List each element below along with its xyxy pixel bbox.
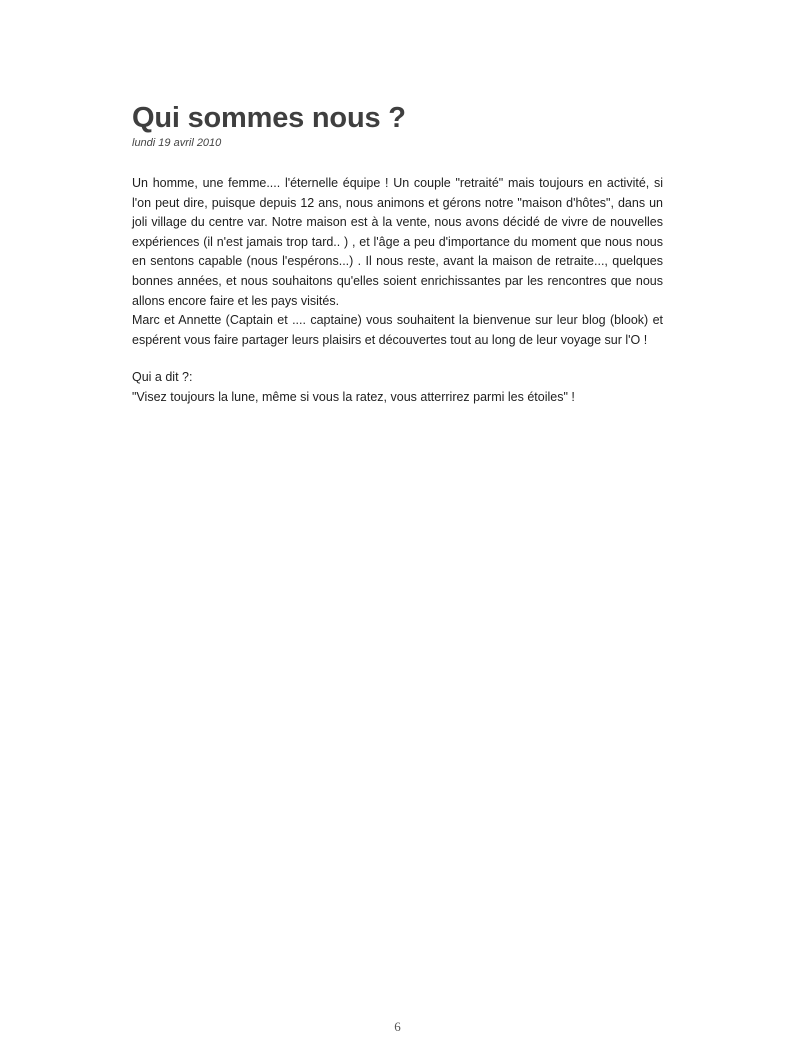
post-body — [132, 174, 663, 408]
paragraph-spacer — [132, 350, 663, 368]
post-content — [132, 100, 663, 408]
quote-intro: Qui a dit ?: — [132, 370, 193, 385]
quote-text: "Visez toujours la lune, même si vous la ratez, vous atterrirez parmi les étoiles" ! — [132, 389, 575, 404]
quote-block — [132, 368, 663, 407]
post-title: Qui sommes nous ? — [132, 102, 406, 134]
paragraph-intro: Un homme, une femme.... l'éternelle équipe ! Un couple "retraité" mais toujours en activité, si l'on peut dire, puisque depuis 12 ans, nous animons et gérons notre "maison d'hôtes", dans un joli village du centre var. Notre maison est à la vente, nous avons décidé de vivre de nouvelles expériences (il n'est jamais trop tard.. ) , et l'âge a peu d'importance du moment que nous nous en sentons capable (nous l'espérons...) . Il nous reste, avant la maison de retraite..., quelques bonnes années, et nous souhaitons qu'elles soient enrichissantes par les rencontres que nous allons encore faire et les pays visités. — [132, 176, 663, 308]
paragraph-welcome: Marc et Annette (Captain et .... captaine) vous souhaitent la bienvenue sur leur blog (blook) et espérent vous faire partager leurs plaisirs et découvertes tout au long de leur voyage sur l'O ! — [132, 313, 663, 347]
page-number: 6 — [394, 1019, 401, 1034]
post-date: lundi 19 avril 2010 — [132, 137, 222, 149]
